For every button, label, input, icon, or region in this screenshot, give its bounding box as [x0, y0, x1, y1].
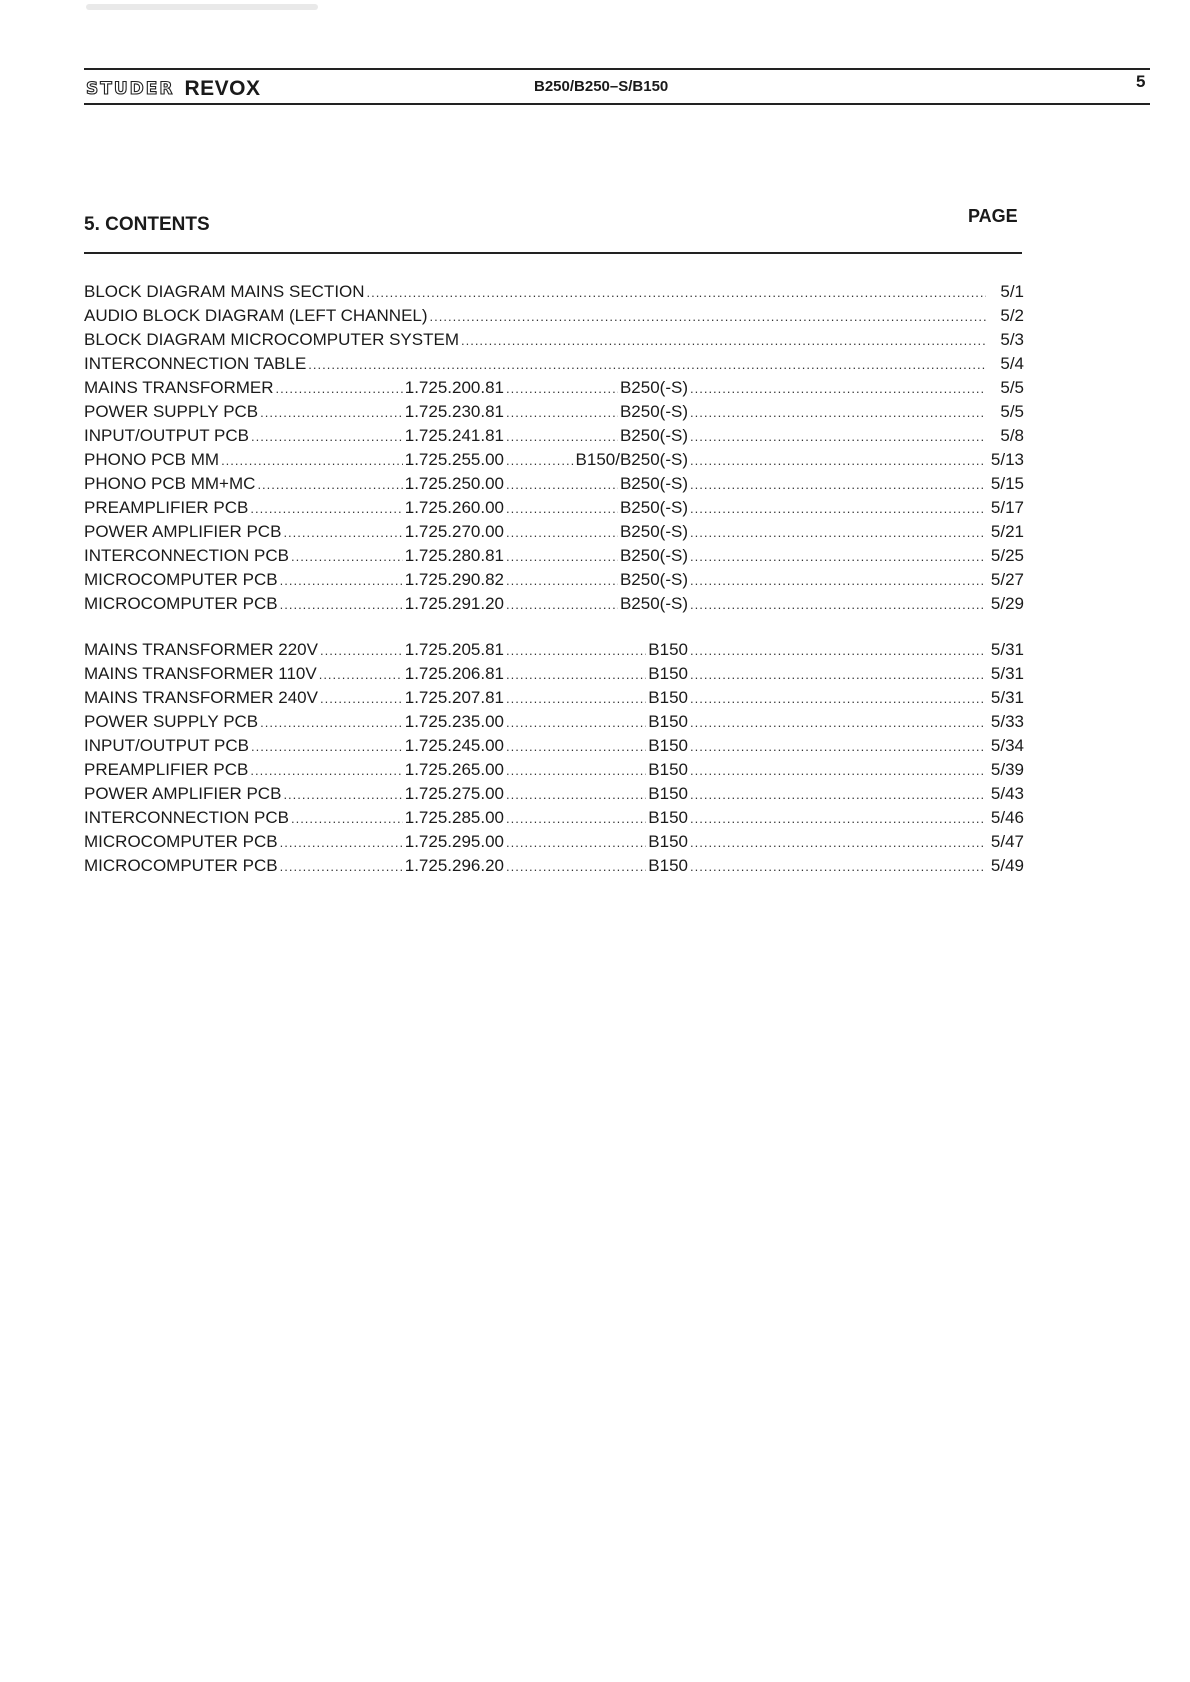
- toc-entry-model: B150: [648, 712, 688, 731]
- toc-entry-model: B250(-S): [619, 594, 688, 613]
- toc-entry: [84, 760, 1024, 784]
- toc-entry: [84, 522, 1024, 546]
- toc-entry-title: MAINS TRANSFORMER 240V: [84, 688, 318, 707]
- toc-entry-title: INPUT/OUTPUT PCB: [84, 736, 249, 755]
- dot-leader: [260, 402, 403, 422]
- dot-leader: [690, 760, 986, 780]
- toc-entry-part-number: 1.725.290.82: [404, 570, 504, 589]
- toc-entry-page: 5/31: [990, 640, 1024, 659]
- toc-entry: [84, 594, 1024, 618]
- dot-leader: [257, 474, 402, 494]
- dot-leader: [260, 712, 403, 732]
- toc-entry-page: 5/39: [990, 760, 1024, 779]
- dot-leader: [506, 522, 618, 542]
- toc-entry-model: B150: [648, 856, 688, 875]
- toc-entry-model: B250(-S): [619, 546, 688, 565]
- dot-leader: [506, 640, 646, 660]
- page-column-label: PAGE: [968, 206, 1018, 226]
- header-rule-bottom: [84, 103, 1150, 105]
- dot-leader: [506, 546, 618, 566]
- toc-entry-part-number: 1.725.200.81: [404, 378, 504, 397]
- toc-entry-title: INTERCONNECTION TABLE: [84, 354, 307, 373]
- toc-entry-page: 5/5: [1000, 378, 1024, 397]
- toc-entry-model: B150: [648, 808, 688, 827]
- toc-entry: [84, 640, 1024, 664]
- dot-leader: [506, 498, 618, 518]
- dot-leader: [506, 594, 618, 614]
- dot-leader: [319, 664, 403, 684]
- toc-entry-part-number: 1.725.285.00: [404, 808, 504, 827]
- header-page-number: 5: [1136, 72, 1146, 91]
- toc-entry-title: MICROCOMPUTER PCB: [84, 832, 278, 851]
- dot-leader: [690, 784, 986, 804]
- brand-revox: REVOX: [184, 77, 261, 100]
- toc-entry-model: B150: [648, 736, 688, 755]
- toc-entry-part-number: 1.725.250.00: [404, 474, 504, 493]
- toc-entry: [84, 498, 1024, 522]
- toc-entry: [84, 784, 1024, 808]
- toc-group-b250: [84, 282, 1024, 618]
- toc-entry-title: POWER AMPLIFIER PCB: [84, 784, 282, 803]
- toc-entry-part-number: 1.725.295.00: [404, 832, 504, 851]
- toc-entry-page: 5/31: [990, 664, 1024, 683]
- toc-entry-model: B150: [648, 832, 688, 851]
- toc-entry-title: BLOCK DIAGRAM MICROCOMPUTER SYSTEM: [84, 330, 459, 349]
- toc-entry-page: 5/21: [990, 522, 1024, 541]
- toc-entry-part-number: 1.725.296.20: [404, 856, 504, 875]
- toc-entry-part-number: 1.725.275.00: [404, 784, 504, 803]
- dot-leader: [280, 856, 403, 876]
- toc-entry: [84, 330, 1024, 354]
- toc-entry: [84, 736, 1024, 760]
- toc-entry-model: B150: [648, 760, 688, 779]
- toc-entry: [84, 402, 1024, 426]
- dot-leader: [280, 570, 403, 590]
- dot-leader: [690, 856, 986, 876]
- brand-studer: STUDER: [86, 79, 175, 99]
- toc-entry-model: B150: [648, 784, 688, 803]
- toc-entry-page: 5/3: [1000, 330, 1024, 349]
- toc-entry: [84, 450, 1024, 474]
- toc-entry-title: PREAMPLIFIER PCB: [84, 498, 249, 517]
- toc-entry-title: INTERCONNECTION PCB: [84, 546, 289, 565]
- toc-entry-part-number: 1.725.291.20: [404, 594, 504, 613]
- toc-entry: [84, 474, 1024, 498]
- toc-entry-title: MICROCOMPUTER PCB: [84, 594, 278, 613]
- dot-leader: [506, 712, 646, 732]
- dot-leader: [283, 522, 402, 542]
- dot-leader: [221, 450, 403, 470]
- toc-entry: [84, 282, 1024, 306]
- toc-entry-page: 5/15: [990, 474, 1024, 493]
- toc-entry-page: 5/5: [1000, 402, 1024, 421]
- dot-leader: [461, 330, 986, 350]
- toc-entry: [84, 808, 1024, 832]
- dot-leader: [250, 498, 402, 518]
- dot-leader: [251, 426, 403, 446]
- toc-entry-part-number: 1.725.245.00: [404, 736, 504, 755]
- toc-entry-page: 5/46: [990, 808, 1024, 827]
- dot-leader: [506, 664, 646, 684]
- toc-entry-model: B250(-S): [619, 570, 688, 589]
- dot-leader: [251, 736, 403, 756]
- dot-leader: [506, 570, 618, 590]
- toc-entry-part-number: 1.725.230.81: [404, 402, 504, 421]
- toc-entry: [84, 570, 1024, 594]
- header-rule-top: [84, 68, 1150, 70]
- toc-entry-part-number: 1.725.206.81: [404, 664, 504, 683]
- dot-leader: [690, 474, 986, 494]
- toc-entry: [84, 546, 1024, 570]
- dot-leader: [280, 594, 403, 614]
- dot-leader: [506, 450, 574, 470]
- toc-entry-page: 5/49: [990, 856, 1024, 875]
- dot-leader: [506, 832, 646, 852]
- toc-entry-title: MAINS TRANSFORMER: [84, 378, 274, 397]
- toc-entry-title: BLOCK DIAGRAM MAINS SECTION: [84, 282, 365, 301]
- dot-leader: [690, 378, 986, 398]
- toc-entry-title: MAINS TRANSFORMER 110V: [84, 664, 317, 683]
- toc-entry-part-number: 1.725.270.00: [404, 522, 504, 541]
- dot-leader: [430, 306, 986, 326]
- toc-entry-title: POWER SUPPLY PCB: [84, 712, 259, 731]
- toc-entry-page: 5/1: [1000, 282, 1024, 301]
- toc-entry-page: 5/33: [990, 712, 1024, 731]
- toc-entry: [84, 306, 1024, 330]
- toc-entry-part-number: 1.725.280.81: [404, 546, 504, 565]
- toc-entry-page: 5/31: [990, 688, 1024, 707]
- toc-entry-page: 5/29: [990, 594, 1024, 613]
- dot-leader: [506, 474, 618, 494]
- toc-entry-title: MICROCOMPUTER PCB: [84, 856, 278, 875]
- dot-leader: [690, 426, 986, 446]
- toc-entry-title: MAINS TRANSFORMER 220V: [84, 640, 318, 659]
- toc-entry-page: 5/34: [990, 736, 1024, 755]
- toc-entry-title: INTERCONNECTION PCB: [84, 808, 289, 827]
- toc-entry-title: PHONO PCB MM: [84, 450, 220, 469]
- dot-leader: [506, 426, 618, 446]
- dot-leader: [690, 832, 986, 852]
- dot-leader: [280, 832, 403, 852]
- toc-group-b150: [84, 640, 1024, 880]
- dot-leader: [506, 784, 646, 804]
- dot-leader: [690, 546, 986, 566]
- dot-leader: [506, 760, 646, 780]
- toc-entry-part-number: 1.725.241.81: [404, 426, 504, 445]
- toc-entry-part-number: 1.725.235.00: [404, 712, 504, 731]
- toc-entry-model: B250(-S): [619, 426, 688, 445]
- toc-entry-model: B150: [648, 640, 688, 659]
- scan-artifact: [86, 4, 318, 10]
- brand-logo: [86, 78, 261, 100]
- toc-entry-model: B250(-S): [619, 522, 688, 541]
- dot-leader: [690, 664, 986, 684]
- dot-leader: [291, 808, 403, 828]
- toc-entry-page: 5/25: [990, 546, 1024, 565]
- dot-leader: [690, 712, 986, 732]
- toc-entry-title: AUDIO BLOCK DIAGRAM (LEFT CHANNEL): [84, 306, 428, 325]
- dot-leader: [506, 688, 646, 708]
- toc-entry-model: B150: [648, 664, 688, 683]
- dot-leader: [690, 450, 986, 470]
- dot-leader: [690, 498, 986, 518]
- dot-leader: [506, 808, 646, 828]
- dot-leader: [506, 378, 618, 398]
- toc-entry-part-number: 1.725.265.00: [404, 760, 504, 779]
- toc-entry-page: 5/17: [990, 498, 1024, 517]
- toc-entry-model: B250(-S): [619, 402, 688, 421]
- contents-divider: [84, 252, 1022, 254]
- dot-leader: [291, 546, 403, 566]
- dot-leader: [283, 784, 402, 804]
- dot-leader: [367, 282, 986, 302]
- toc-entry-model: B250(-S): [619, 378, 688, 397]
- toc-entry: [84, 354, 1024, 378]
- dot-leader: [690, 688, 986, 708]
- toc-entry-title: MICROCOMPUTER PCB: [84, 570, 278, 589]
- toc-entry-model: B150/B250(-S): [575, 450, 688, 469]
- toc-entry-page: 5/27: [990, 570, 1024, 589]
- toc-entry: [84, 426, 1024, 450]
- dot-leader: [250, 760, 402, 780]
- dot-leader: [690, 522, 986, 542]
- toc-entry-title: PREAMPLIFIER PCB: [84, 760, 249, 779]
- dot-leader: [320, 688, 403, 708]
- toc-entry: [84, 712, 1024, 736]
- dot-leader: [506, 856, 646, 876]
- model-title: B250/B250–S/B150: [534, 78, 669, 95]
- section-title: 5. CONTENTS: [84, 214, 210, 235]
- dot-leader: [276, 378, 403, 398]
- toc-entry-page: 5/43: [990, 784, 1024, 803]
- toc-entry-page: 5/8: [1000, 426, 1024, 445]
- toc-entry: [84, 378, 1024, 402]
- toc-entry-model: B250(-S): [619, 498, 688, 517]
- toc-entry-part-number: 1.725.260.00: [404, 498, 504, 517]
- toc-entry-page: 5/4: [1000, 354, 1024, 373]
- toc-entry: [84, 832, 1024, 856]
- dot-leader: [320, 640, 403, 660]
- dot-leader: [690, 570, 986, 590]
- dot-leader: [506, 402, 618, 422]
- toc-entry-page: 5/2: [1000, 306, 1024, 325]
- dot-leader: [690, 594, 986, 614]
- dot-leader: [690, 640, 986, 660]
- dot-leader: [690, 736, 986, 756]
- toc-entry-title: INPUT/OUTPUT PCB: [84, 426, 249, 445]
- dot-leader: [690, 808, 986, 828]
- toc-entry-model: B150: [648, 688, 688, 707]
- dot-leader: [506, 736, 646, 756]
- toc-entry-part-number: 1.725.255.00: [404, 450, 504, 469]
- toc-entry-part-number: 1.725.205.81: [404, 640, 504, 659]
- toc-entry-page: 5/47: [990, 832, 1024, 851]
- toc-entry: [84, 856, 1024, 880]
- dot-leader: [690, 402, 986, 422]
- dot-leader: [308, 354, 986, 374]
- toc-entry-title: POWER SUPPLY PCB: [84, 402, 259, 421]
- toc-entry-title: PHONO PCB MM+MC: [84, 474, 256, 493]
- toc-entry-model: B250(-S): [619, 474, 688, 493]
- toc-entry: [84, 664, 1024, 688]
- toc-entry-title: POWER AMPLIFIER PCB: [84, 522, 282, 541]
- toc-entry: [84, 688, 1024, 712]
- toc-entry-page: 5/13: [990, 450, 1024, 469]
- toc-entry-part-number: 1.725.207.81: [404, 688, 504, 707]
